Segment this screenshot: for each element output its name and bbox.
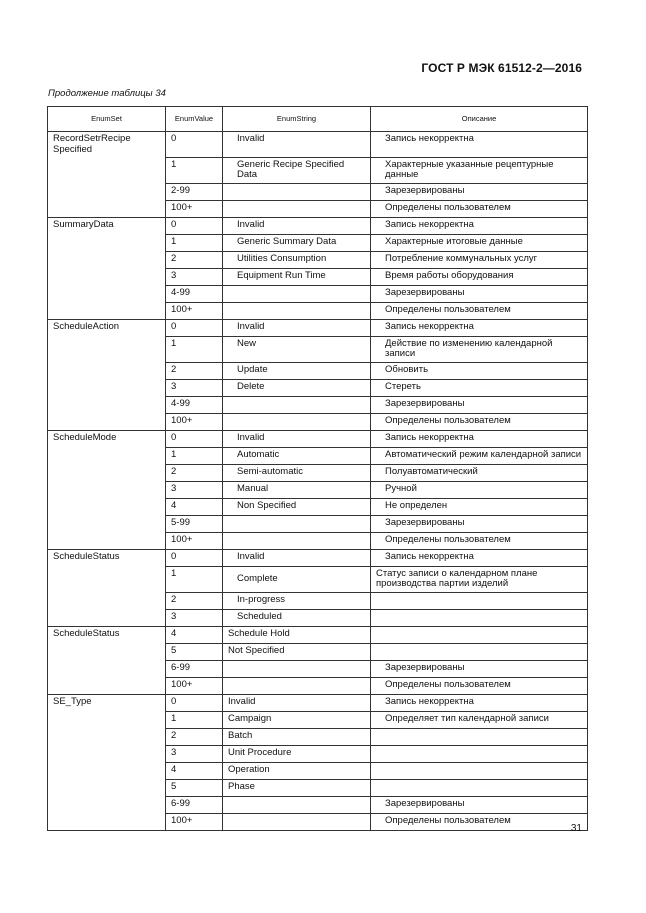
enumset-cell (48, 532, 166, 549)
enumstring-cell (223, 200, 371, 217)
enumvalue-cell: 1 (166, 711, 223, 728)
enumvalue-cell: 6-99 (166, 796, 223, 813)
enumset-cell (48, 481, 166, 498)
enumset-cell (48, 566, 166, 592)
enumvalue-cell: 1 (166, 157, 223, 183)
table-row (48, 532, 588, 549)
description-cell: Потребление коммунальных услуг (371, 251, 588, 268)
table-row (48, 319, 588, 336)
enumstring-cell: Automatic (223, 447, 371, 464)
enumset-cell: ScheduleAction (48, 319, 166, 336)
enum-table (47, 106, 588, 831)
enumstring-cell: Update (223, 362, 371, 379)
enumvalue-cell: 3 (166, 268, 223, 285)
table-row (48, 711, 588, 728)
enumstring-cell (223, 302, 371, 319)
enumstring-cell (223, 183, 371, 200)
table-row (48, 200, 588, 217)
enumstring-cell: Invalid (223, 549, 371, 566)
table-row (48, 362, 588, 379)
enumset-cell (48, 498, 166, 515)
enumvalue-cell: 3 (166, 481, 223, 498)
enumvalue-cell: 2 (166, 464, 223, 481)
table-row (48, 796, 588, 813)
enumvalue-cell: 100+ (166, 413, 223, 430)
description-cell (371, 643, 588, 660)
enumset-cell (48, 200, 166, 217)
description-cell: Стереть (371, 379, 588, 396)
enumvalue-cell: 2 (166, 728, 223, 745)
table-row (48, 251, 588, 268)
description-cell (371, 779, 588, 796)
enumstring-cell (223, 660, 371, 677)
enumset-cell (48, 413, 166, 430)
enumstring-cell: Phase (223, 779, 371, 796)
table-row (48, 677, 588, 694)
enumvalue-cell: 100+ (166, 302, 223, 319)
enumstring-cell: Invalid (223, 217, 371, 234)
description-cell: Действие по изменению календарной записи (371, 336, 588, 362)
table-row (48, 234, 588, 251)
enumvalue-cell: 6-99 (166, 660, 223, 677)
description-cell (371, 592, 588, 609)
enumstring-cell: Equipment Run Time (223, 268, 371, 285)
enumvalue-cell: 0 (166, 319, 223, 336)
enumstring-cell (223, 532, 371, 549)
table-row (48, 285, 588, 302)
enumset-cell (48, 592, 166, 609)
enumstring-cell: Delete (223, 379, 371, 396)
description-cell: Определены пользователем (371, 302, 588, 319)
table-row (48, 447, 588, 464)
enumvalue-cell: 1 (166, 447, 223, 464)
enumstring-cell (223, 813, 371, 830)
description-cell: Запись некорректна (371, 694, 588, 711)
description-cell: Запись некорректна (371, 319, 588, 336)
enumstring-cell (223, 285, 371, 302)
enumstring-cell (223, 396, 371, 413)
description-cell: Не определен (371, 498, 588, 515)
enumstring-cell: Complete (223, 566, 371, 592)
enumset-cell (48, 762, 166, 779)
enumstring-cell: Invalid (223, 132, 371, 158)
table-row (48, 609, 588, 626)
enumset-cell (48, 711, 166, 728)
table-row (48, 217, 588, 234)
enumstring-cell: Semi-automatic (223, 464, 371, 481)
enumset-cell (48, 728, 166, 745)
table-row (48, 132, 588, 158)
enumstring-cell: Non Specified (223, 498, 371, 515)
enumvalue-cell: 0 (166, 694, 223, 711)
description-cell: Полуавтоматический (371, 464, 588, 481)
enumvalue-cell: 1 (166, 234, 223, 251)
page-number: 31 (570, 823, 582, 834)
table-row (48, 413, 588, 430)
enumstring-cell: Utilities Consumption (223, 251, 371, 268)
enumvalue-cell: 4-99 (166, 285, 223, 302)
enumvalue-cell: 100+ (166, 813, 223, 830)
enumvalue-cell: 1 (166, 336, 223, 362)
enumstring-cell: Invalid (223, 319, 371, 336)
enumvalue-cell: 100+ (166, 532, 223, 549)
enumvalue-cell: 5 (166, 779, 223, 796)
description-cell: Запись некорректна (371, 430, 588, 447)
table-row (48, 268, 588, 285)
enumset-cell: ScheduleMode (48, 430, 166, 447)
enumstring-cell: Schedule Hold (223, 626, 371, 643)
table-row (48, 336, 588, 362)
enumvalue-cell: 1 (166, 566, 223, 592)
description-cell: Время работы оборудования (371, 268, 588, 285)
table-row (48, 643, 588, 660)
table-row (48, 566, 588, 592)
enumset-cell: ScheduleStatus (48, 549, 166, 566)
column-header-enumvalue: EnumValue (166, 107, 223, 132)
description-cell: Зарезервированы (371, 515, 588, 532)
table-row (48, 762, 588, 779)
enumstring-cell: Generic Summary Data (223, 234, 371, 251)
table-row (48, 515, 588, 532)
description-cell: Зарезервированы (371, 396, 588, 413)
enumset-cell (48, 464, 166, 481)
enumvalue-cell: 3 (166, 745, 223, 762)
enumvalue-cell: 2 (166, 592, 223, 609)
description-cell: Определены пользователем (371, 677, 588, 694)
enumstring-cell: Batch (223, 728, 371, 745)
description-cell (371, 609, 588, 626)
enumvalue-cell: 5 (166, 643, 223, 660)
table-row (48, 379, 588, 396)
enumset-cell (48, 302, 166, 319)
table-row (48, 396, 588, 413)
table-header-row (48, 107, 588, 132)
description-cell: Ручной (371, 481, 588, 498)
enumset-cell (48, 234, 166, 251)
description-cell: Характерные указанные рецептурные данные (371, 157, 588, 183)
description-cell: Запись некорректна (371, 132, 588, 158)
enumstring-cell: Scheduled (223, 609, 371, 626)
enumvalue-cell: 0 (166, 549, 223, 566)
description-cell (371, 745, 588, 762)
enumvalue-cell: 100+ (166, 677, 223, 694)
column-header-description: Описание (371, 107, 588, 132)
enumstring-cell: New (223, 336, 371, 362)
description-cell: Характерные итоговые данные (371, 234, 588, 251)
table-row (48, 481, 588, 498)
enumvalue-cell: 2 (166, 362, 223, 379)
enumvalue-cell: 4 (166, 626, 223, 643)
table-row (48, 745, 588, 762)
description-cell: Зарезервированы (371, 796, 588, 813)
enumvalue-cell: 4 (166, 498, 223, 515)
enumstring-cell: Manual (223, 481, 371, 498)
enumvalue-cell: 3 (166, 609, 223, 626)
enumstring-cell (223, 677, 371, 694)
enumset-cell (48, 396, 166, 413)
enumset-cell: RecordSetrRecipe Specified (48, 132, 166, 158)
enumset-cell (48, 796, 166, 813)
description-cell (371, 626, 588, 643)
table-row (48, 592, 588, 609)
description-cell: Определены пользователем (371, 532, 588, 549)
table-row (48, 157, 588, 183)
table-caption: Продолжение таблицы 34 (48, 88, 166, 99)
enumset-cell (48, 515, 166, 532)
column-header-enumset: EnumSet (48, 107, 166, 132)
description-cell: Статус записи о календарном плане производства партии изделий (371, 566, 588, 592)
description-cell: Определяет тип календарной записи (371, 711, 588, 728)
enumvalue-cell: 0 (166, 217, 223, 234)
description-cell: Определены пользователем (371, 200, 588, 217)
enumset-cell (48, 609, 166, 626)
enumstring-cell: Campaign (223, 711, 371, 728)
description-cell: Запись некорректна (371, 217, 588, 234)
table-row (48, 813, 588, 830)
description-cell: Зарезервированы (371, 285, 588, 302)
table-row (48, 430, 588, 447)
enumvalue-cell: 100+ (166, 200, 223, 217)
table-row (48, 302, 588, 319)
enumstring-cell: Generic Recipe Specified Data (223, 157, 371, 183)
description-cell: Зарезервированы (371, 183, 588, 200)
enumvalue-cell: 3 (166, 379, 223, 396)
table-row (48, 626, 588, 643)
enumvalue-cell: 4 (166, 762, 223, 779)
description-cell: Автоматический режим календарной записи (371, 447, 588, 464)
description-cell: Зарезервированы (371, 660, 588, 677)
enumset-cell (48, 183, 166, 200)
table-row (48, 464, 588, 481)
enumset-cell: SummaryData (48, 217, 166, 234)
description-cell (371, 728, 588, 745)
description-cell: Запись некорректна (371, 549, 588, 566)
enumset-cell (48, 268, 166, 285)
enumset-cell (48, 157, 166, 183)
enumstring-cell: In-progress (223, 592, 371, 609)
enumstring-cell (223, 515, 371, 532)
table-row (48, 660, 588, 677)
enumset-cell: ScheduleStatus (48, 626, 166, 643)
enumset-cell (48, 362, 166, 379)
enumset-cell (48, 813, 166, 830)
column-header-enumstring: EnumString (223, 107, 371, 132)
document-header: ГОСТ Р МЭК 61512-2—2016 (421, 61, 582, 75)
table-row (48, 549, 588, 566)
enumvalue-cell: 0 (166, 430, 223, 447)
enumstring-cell: Invalid (223, 430, 371, 447)
table-row (48, 183, 588, 200)
enumstring-cell: Not Specified (223, 643, 371, 660)
description-cell: Определены пользователем (371, 813, 588, 830)
enumset-cell (48, 379, 166, 396)
enumset-cell (48, 660, 166, 677)
description-cell: Определены пользователем (371, 413, 588, 430)
table-row (48, 694, 588, 711)
enumset-cell (48, 677, 166, 694)
enumset-cell: SE_Type (48, 694, 166, 711)
table-body (48, 132, 588, 831)
enumset-cell (48, 285, 166, 302)
enumvalue-cell: 4-99 (166, 396, 223, 413)
enumvalue-cell: 2-99 (166, 183, 223, 200)
enumstring-cell (223, 796, 371, 813)
enumset-cell (48, 745, 166, 762)
table-row (48, 779, 588, 796)
enumset-cell (48, 643, 166, 660)
table-row (48, 728, 588, 745)
enumset-cell (48, 336, 166, 362)
enumset-cell (48, 779, 166, 796)
enumstring-cell: Operation (223, 762, 371, 779)
enumvalue-cell: 2 (166, 251, 223, 268)
enumstring-cell: Invalid (223, 694, 371, 711)
enumstring-cell (223, 413, 371, 430)
enumstring-cell: Unit Procedure (223, 745, 371, 762)
description-cell (371, 762, 588, 779)
enumvalue-cell: 5-99 (166, 515, 223, 532)
enumset-cell (48, 251, 166, 268)
table-row (48, 498, 588, 515)
enumset-cell (48, 447, 166, 464)
enumvalue-cell: 0 (166, 132, 223, 158)
description-cell: Обновить (371, 362, 588, 379)
